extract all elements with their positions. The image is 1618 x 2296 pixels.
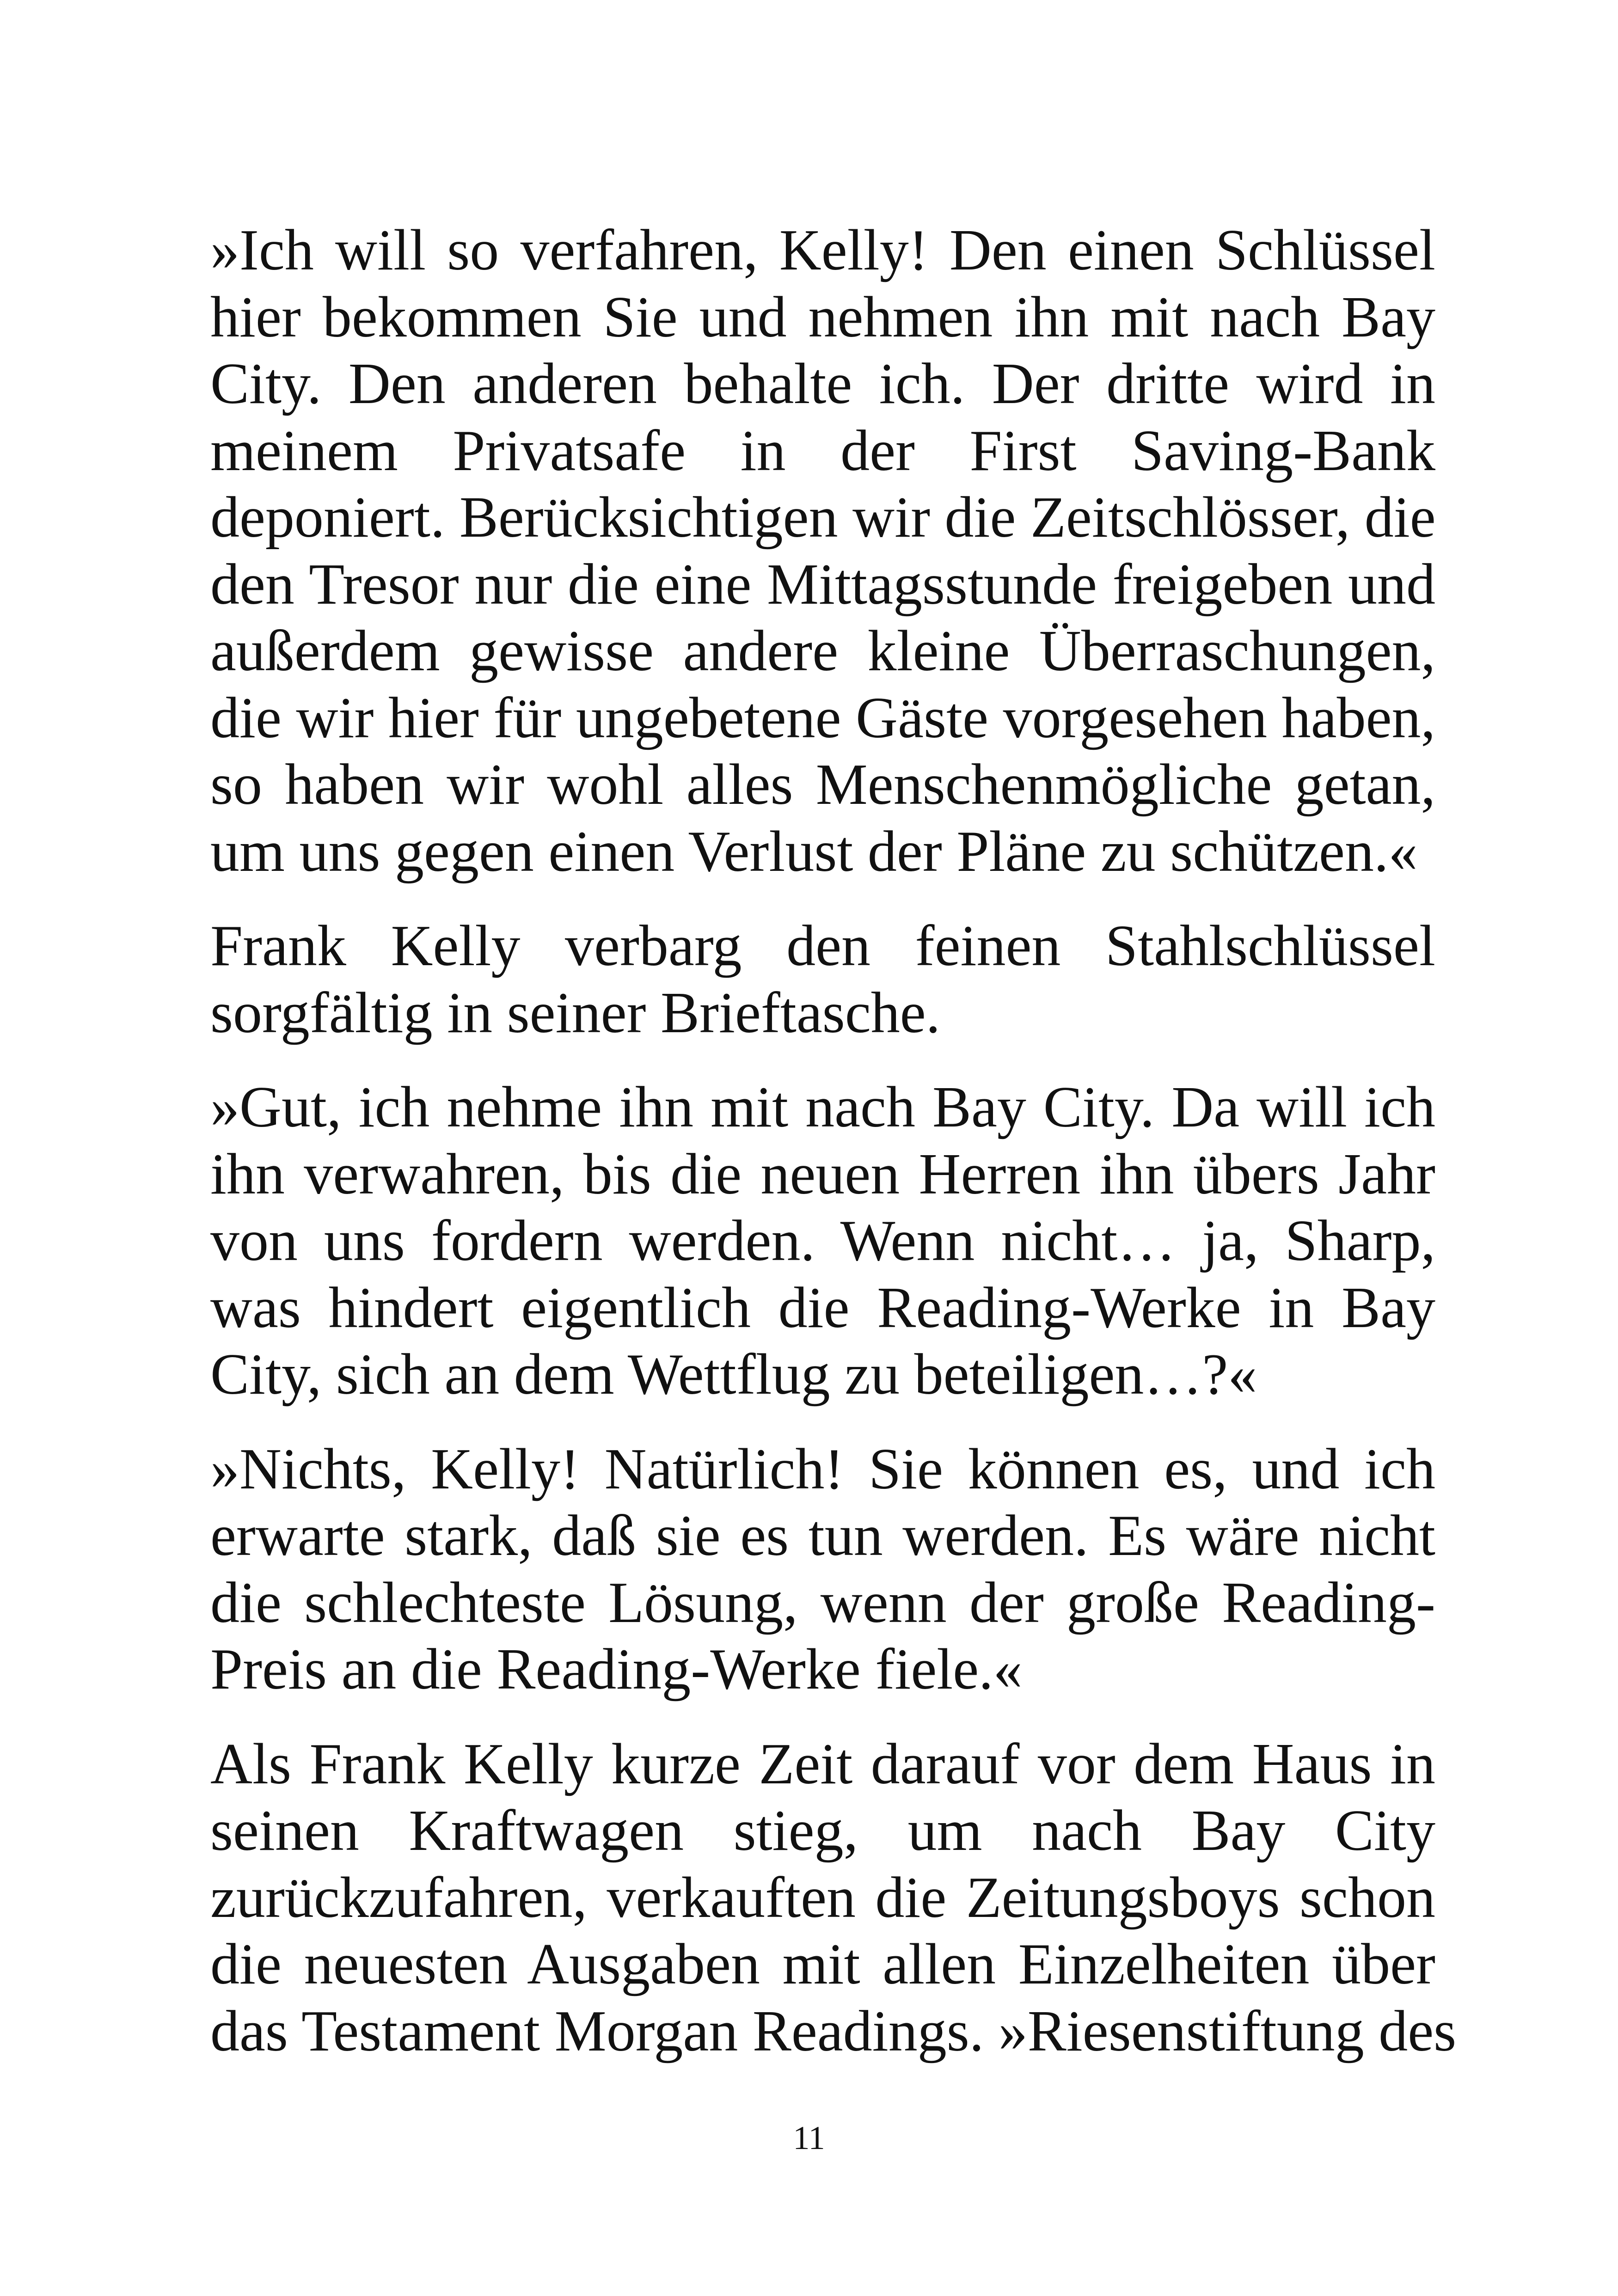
paragraph-5 bbox=[210, 1731, 1457, 2065]
text-line: was hindert eigentlich die Reading-Werke in Bay bbox=[210, 1275, 1435, 1340]
text-line: das Testament Morgan Readings. »Riesenstiftung des bbox=[210, 1999, 1457, 2063]
text-line: die wir hier für ungebetene Gäste vorgesehen haben, bbox=[210, 686, 1435, 750]
text-line: »Nichts, Kelly! Natürlich! Sie können es, und ich bbox=[210, 1437, 1435, 1501]
paragraph-3 bbox=[210, 1074, 1435, 1408]
text-line: von uns fordern werden. Wenn nicht… ja, Sharp, bbox=[210, 1209, 1435, 1273]
text-line: meinem Privatsafe in der First Saving-Bank bbox=[210, 418, 1435, 483]
text-line: sorgfältig in seiner Brieftasche. bbox=[210, 980, 941, 1045]
text-line: erwarte stark, daß sie es tun werden. Es wäre nicht bbox=[210, 1504, 1435, 1568]
paragraph-2 bbox=[210, 913, 1435, 1047]
text-line: hier bekommen Sie und nehmen ihn mit nach Bay bbox=[210, 285, 1435, 349]
text-line: so haben wir wohl alles Menschenmögliche getan, bbox=[210, 753, 1435, 817]
page-number: 11 bbox=[793, 2119, 825, 2156]
text-line: um uns gegen einen Verlust der Pläne zu schützen.« bbox=[210, 819, 1418, 884]
text-line: außerdem gewisse andere kleine Überraschungen, bbox=[210, 619, 1435, 683]
text-line: den Tresor nur die eine Mittagsstunde freigeben und bbox=[210, 552, 1435, 617]
body-text bbox=[210, 217, 1457, 2093]
paragraph-4 bbox=[210, 1436, 1435, 1703]
paragraph-1 bbox=[210, 217, 1435, 885]
text-line: Frank Kelly verbarg den feinen Stahlschlüssel bbox=[210, 914, 1435, 978]
text-line: die neuesten Ausgaben mit allen Einzelheiten über bbox=[210, 1932, 1435, 1996]
text-line: Preis an die Reading-Werke fiele.« bbox=[210, 1637, 1023, 1702]
text-line: »Ich will so verfahren, Kelly! Den einen Schlüssel bbox=[210, 218, 1435, 282]
text-line: Als Frank Kelly kurze Zeit darauf vor dem Haus in bbox=[210, 1732, 1435, 1796]
text-line: zurückzufahren, verkauften die Zeitungsboys schon bbox=[210, 1865, 1435, 1930]
text-line: City, sich an dem Wettflug zu beteiligen…?« bbox=[210, 1342, 1257, 1407]
text-line: »Gut, ich nehme ihn mit nach Bay City. Da will ich bbox=[210, 1075, 1435, 1139]
text-line: City. Den anderen behalte ich. Der dritte wird in bbox=[210, 352, 1435, 416]
text-line: die schlechteste Lösung, wenn der große Reading- bbox=[210, 1570, 1435, 1635]
text-line: ihn verwahren, bis die neuen Herren ihn übers Jahr bbox=[210, 1142, 1435, 1206]
text-line: seinen Kraftwagen stieg, um nach Bay City bbox=[210, 1799, 1435, 1863]
text-line: deponiert. Berücksichtigen wir die Zeitschlösser, die bbox=[210, 485, 1436, 550]
